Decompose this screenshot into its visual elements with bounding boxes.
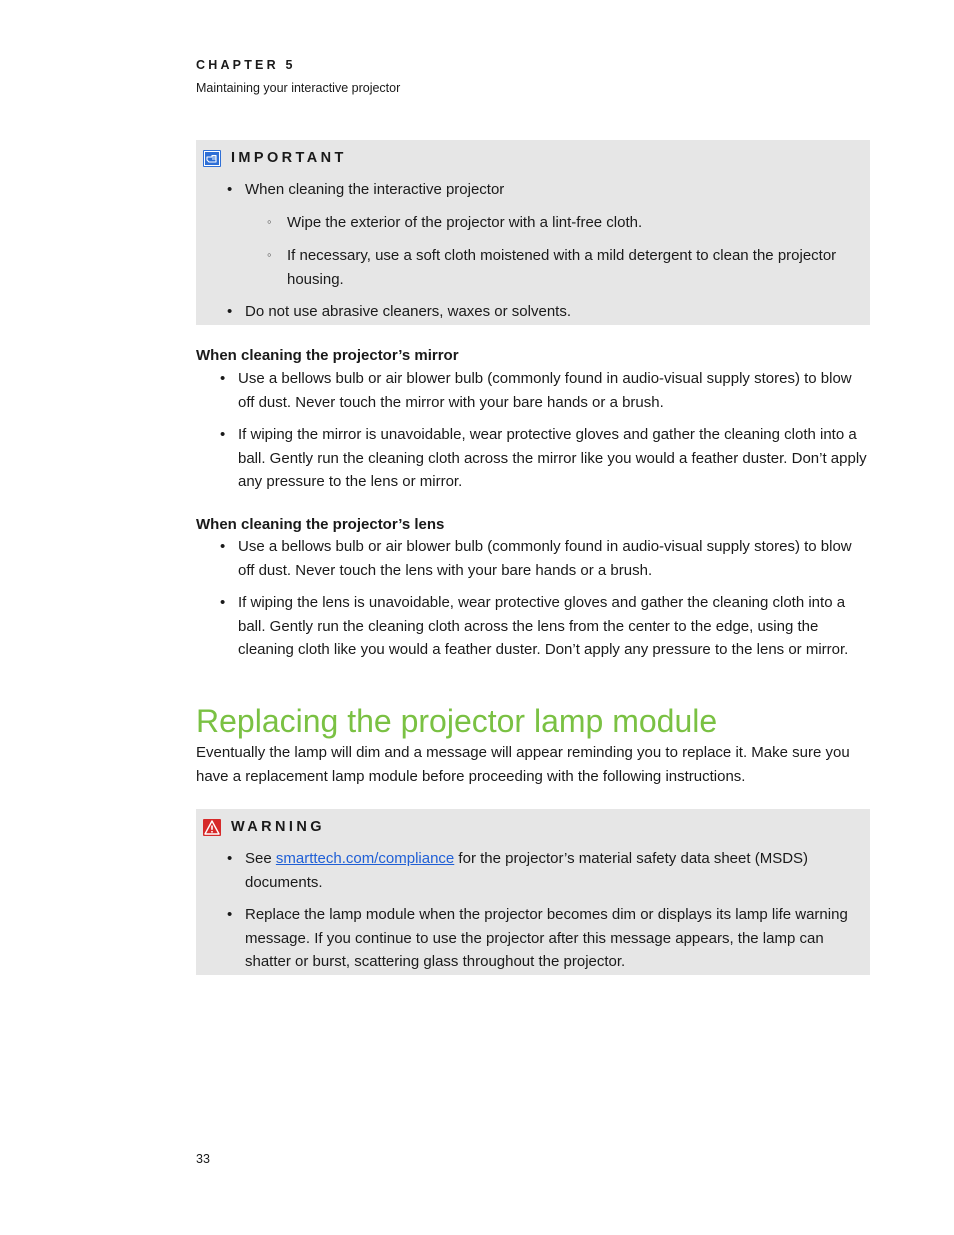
important-item-1: • When cleaning the interactive projector — [245, 178, 855, 202]
mirror-item-1: • Use a bellows bulb or air blower bulb (commonly found in audio-visual supply stores) to blow off dust. Never touch the mirror with your bare hands or a brush. — [238, 367, 872, 414]
warning-header — [203, 818, 325, 836]
important-label: IMPORTANT — [231, 150, 347, 166]
pointing-hand-icon — [203, 150, 221, 167]
lens-item-1: • Use a bellows bulb or air blower bulb (commonly found in audio-visual supply stores) to blow off dust. Never touch the lens with your bare hands or a brush. — [238, 535, 872, 582]
lamp-intro-paragraph: Eventually the lamp will dim and a message will appear reminding you to replace it. Make sure you have a replacement lamp module before proceeding with the following instructions. — [196, 744, 850, 785]
warning-label: WARNING — [231, 819, 325, 835]
lens-item-2: • If wiping the lens is unavoidable, wear protective gloves and gather the cleaning cloth into a ball. Gently run the cleaning cloth across the lens from the center to the edge, using the cleaning cloth like you would a feather duster. Don’t apply any pressure to the lens or mirror. — [238, 591, 872, 662]
important-subitem-2: ◦ If necessary, use a soft cloth moistened with a mild detergent to clean the projector housing. — [287, 244, 852, 291]
chapter-title: Maintaining your interactive projector — [196, 81, 401, 95]
lens-section-heading: When cleaning the projector’s lens — [196, 516, 445, 533]
page-number: 33 — [196, 1152, 210, 1166]
warning-item-2: • Replace the lamp module when the projector becomes dim or displays its lamp life warning message. If you continue to use the projector after this message appears, the lamp can shatter or burst, scattering glass throughout the projector. — [245, 903, 857, 974]
important-note-box — [196, 140, 870, 325]
warning-note-box — [196, 809, 870, 975]
compliance-link[interactable]: smarttech.com/compliance — [275, 850, 455, 867]
warning-triangle-icon — [203, 819, 221, 836]
mirror-item-2: • If wiping the mirror is unavoidable, wear protective gloves and gather the cleaning cloth into a ball. Gently run the cleaning cloth across the mirror like you would a feather duster. Don’t apply any pressure to the lens or mirror. — [238, 423, 872, 494]
lamp-section-heading: Replacing the projector lamp module — [196, 703, 718, 739]
mirror-section-heading: When cleaning the projector’s mirror — [196, 347, 459, 364]
important-subitem-1: ◦ Wipe the exterior of the projector with a lint-free cloth. — [287, 211, 857, 235]
important-header — [203, 149, 347, 167]
warning-item-1-suffix: for the projector’s material safety data sheet (MSDS) documents. — [245, 850, 809, 891]
important-item-2: • Do not use abrasive cleaners, waxes or solvents. — [245, 300, 855, 324]
warning-item-1 — [245, 847, 857, 894]
warning-item-1-prefix: See — [245, 850, 276, 867]
chapter-label: CHAPTER 5 — [196, 58, 296, 72]
